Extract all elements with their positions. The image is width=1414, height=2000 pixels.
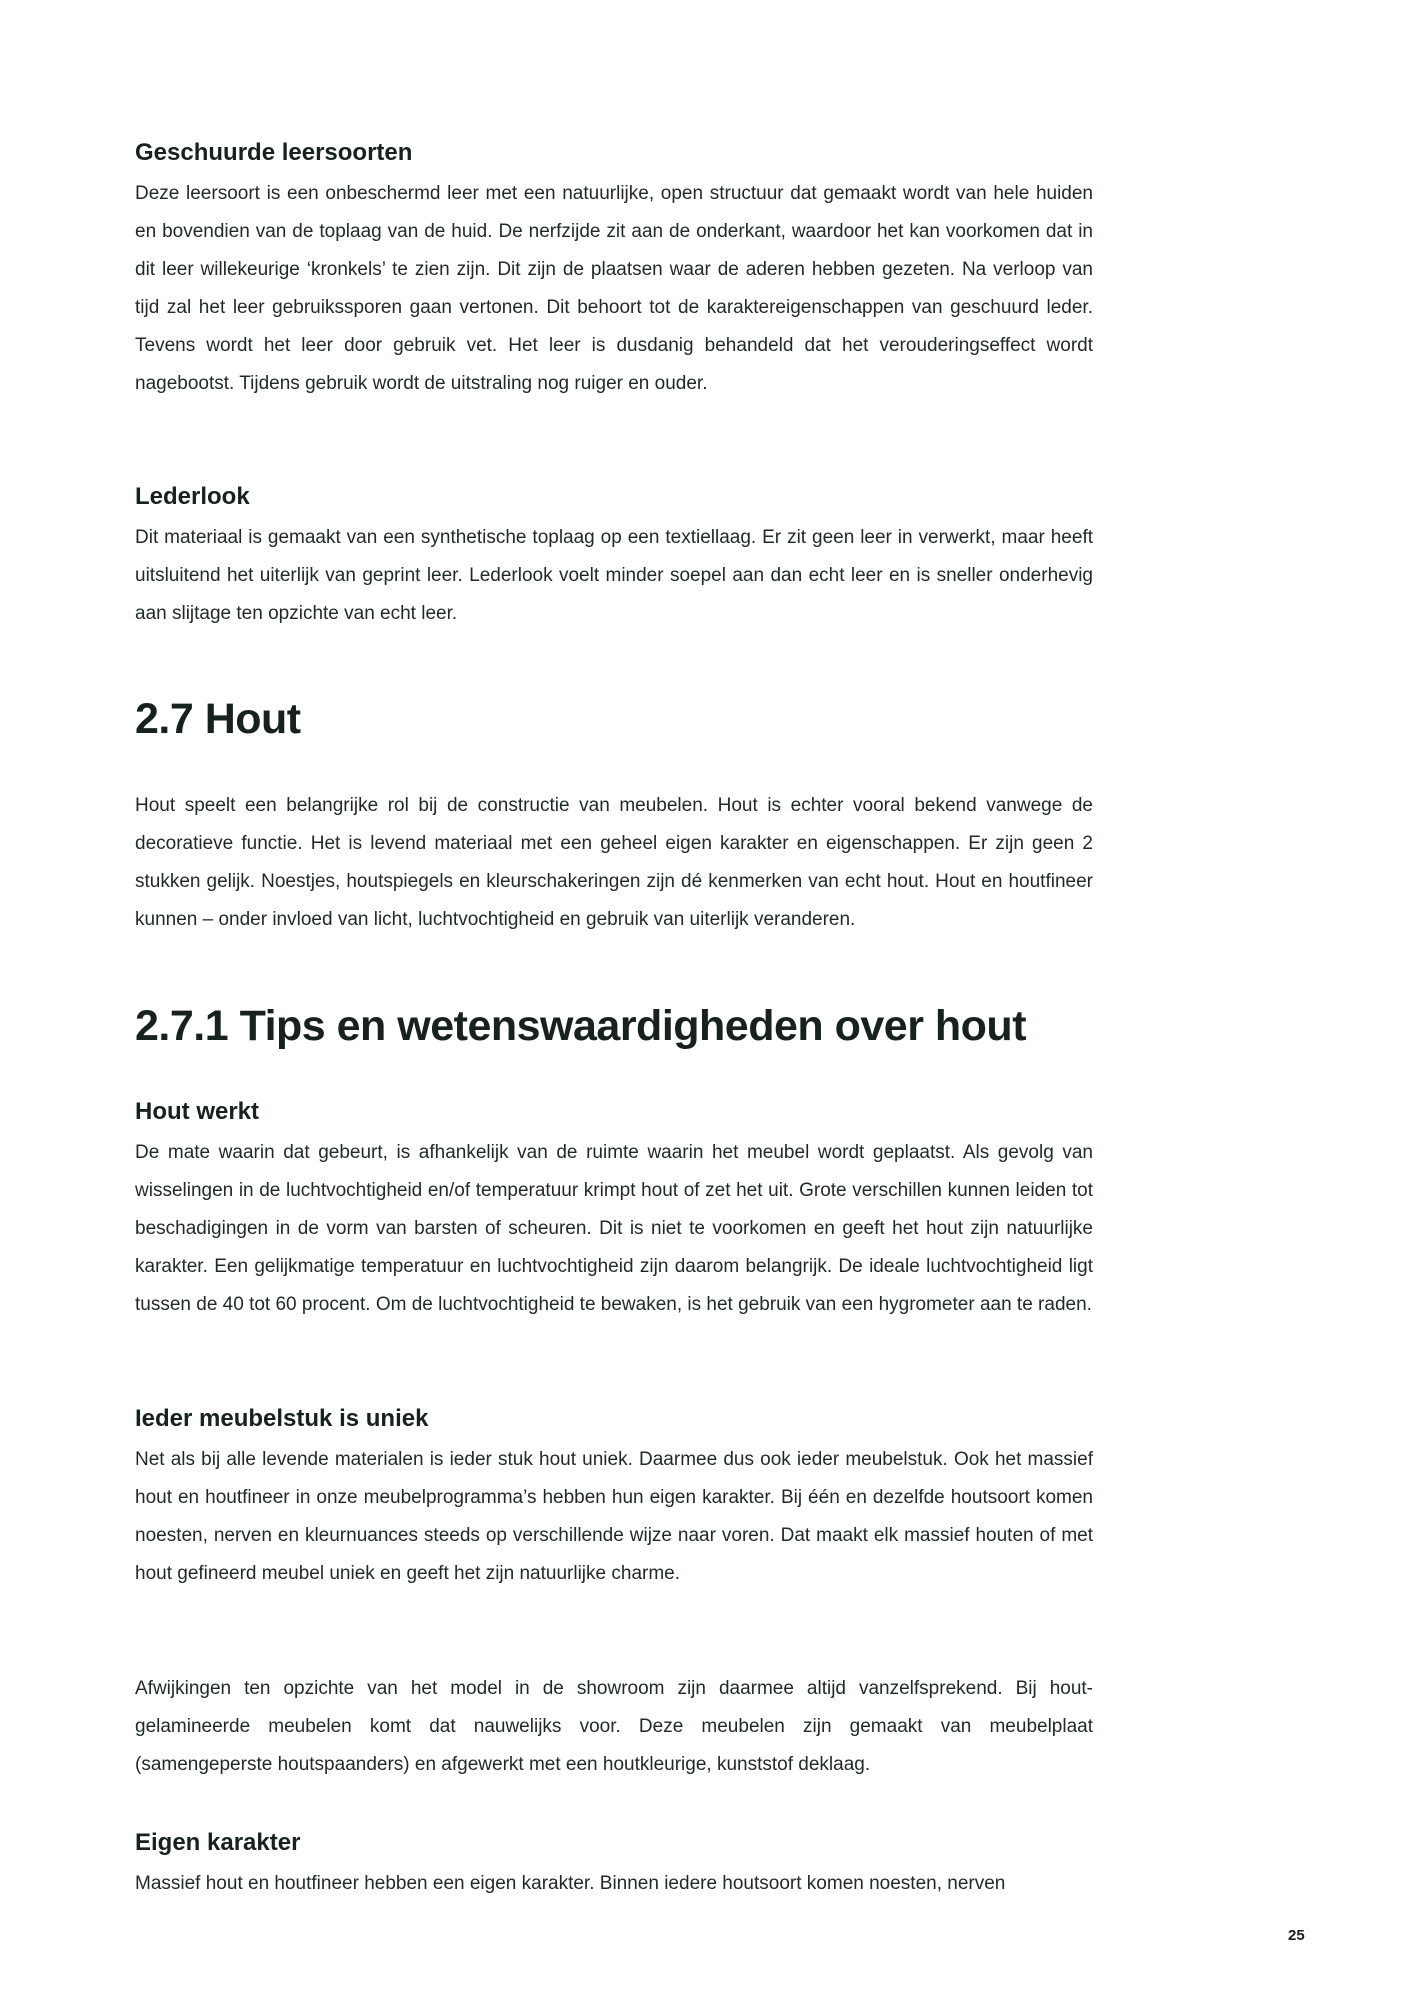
heading-ieder-meubelstuk-uniek: Ieder meubelstuk is uniek <box>135 1405 429 1432</box>
heading-lederlook: Lederlook <box>135 483 250 510</box>
section-title-tips-hout: 2.7.1 Tips en wetenswaardigheden over hout <box>135 1002 1027 1050</box>
paragraph-hout: Hout speelt een belangrijke rol bij de constructie van meubelen. Hout is echter vooral bekend vanwege de decoratieve functie. Het is levend materiaal met een geheel eigen karakter en eigenschappen. Er zijn geen 2 stukken gelijk. Noestjes, houtspiegels en kleurschakeringen zijn dé kenmerken van echt hout. Hout en houtfineer kunnen – onder invloed van licht, luchtvochtigheid en gebruik van uiterlijk veranderen. <box>135 795 1093 930</box>
section-title-hout: 2.7 Hout <box>135 695 301 743</box>
paragraph-lederlook: Dit materiaal is gemaakt van een synthetische toplaag op een textiellaag. Er zit geen leer in verwerkt, maar heeft uitsluitend het uiterlijk van geprint leer. Lederlook voelt minder soepel aan dan echt leer en is sneller onderhevig aan slijtage ten opzichte van echt leer. <box>135 527 1093 624</box>
paragraph-afwijkingen: Afwijkingen ten opzichte van het model in de showroom zijn daarmee altijd vanzelfsprekend. Bij hout-gelamineerde meubelen komt dat nauwelijks voor. Deze meubelen zijn gemaakt van meubelplaat (samengeperste houtspaanders) en afgewerkt met een houtkleurige, kunststof deklaag. <box>135 1678 1093 1775</box>
paragraph-eigen-karakter: Massief hout en houtfineer hebben een eigen karakter. Binnen iedere houtsoort komen noesten, nerven <box>135 1873 1006 1894</box>
heading-hout-werkt: Hout werkt <box>135 1098 260 1125</box>
paragraph-hout-werkt: De mate waarin dat gebeurt, is afhankelijk van de ruimte waarin het meubel wordt geplaatst. Als gevolg van wisselingen in de luchtvochtigheid en/of temperatuur krimpt hout of zet het uit. Grote verschillen kunnen leiden tot beschadigingen in de vorm van barsten of scheuren. Dit is niet te voorkomen en geeft het hout zijn natuurlijke karakter. Een gelijkmatige temperatuur en luchtvochtigheid zijn daarom belangrijk. De ideale luchtvochtigheid ligt tussen de 40 tot 60 procent. Om de luchtvochtigheid te bewaken, is het gebruik van een hygrometer aan te raden. <box>135 1142 1093 1315</box>
paragraph-ieder-meubelstuk-uniek: Net als bij alle levende materialen is ieder stuk hout uniek. Daarmee dus ook ieder meubelstuk. Ook het massief hout en houtfineer in onze meubelprogramma’s hebben hun eigen karakter. Bij één en dezelfde houtsoort komen noesten, nerven en kleurnuances steeds op verschillende wijze naar voren. Dat maakt elk massief houten of met hout gefineerd meubel uniek en geeft het zijn natuurlijke charme. <box>135 1449 1093 1584</box>
paragraph-geschuurde-leersoorten: Deze leersoort is een onbeschermd leer met een natuurlijke, open structuur dat gemaakt wordt van hele huiden en bovendien van de toplaag van de huid. De nerfzijde zit aan de onderkant, waardoor het kan voorkomen dat in dit leer willekeurige ‘kronkels’ te zien zijn. Dit zijn de plaatsen waar de aderen hebben gezeten. Na verloop van tijd zal het leer gebruikssporen gaan vertonen. Dit behoort tot de karaktereigenschappen van geschuurd leder. Tevens wordt het leer door gebruik vet. Het leer is dusdanig behandeld dat het verouderingseffect wordt nagebootst. Tijdens gebruik wordt de uitstraling nog ruiger en ouder. <box>135 183 1093 394</box>
heading-geschuurde-leersoorten: Geschuurde leersoorten <box>135 139 413 166</box>
page-number: 25 <box>1288 1927 1305 1944</box>
heading-eigen-karakter: Eigen karakter <box>135 1829 301 1856</box>
